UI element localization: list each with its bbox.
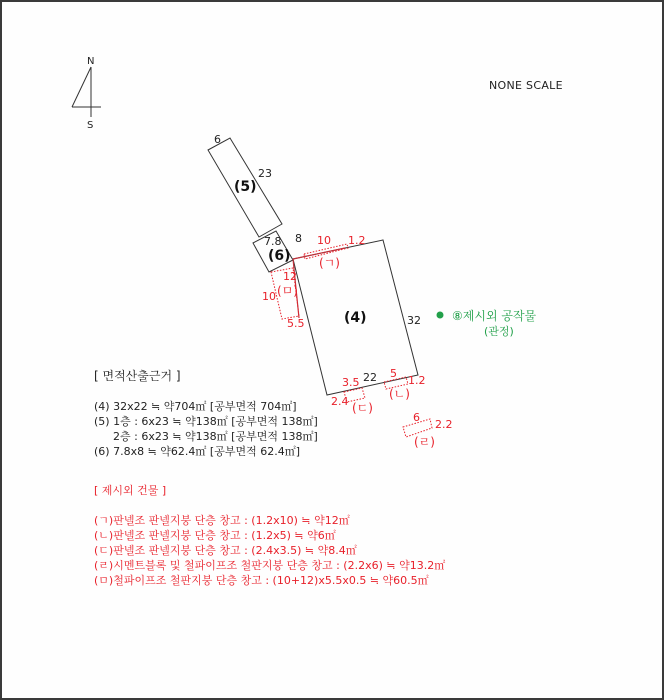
annex-digeut-dim-a: 3.5	[342, 376, 360, 389]
extra-building-line: (ㄹ)시멘트블록 및 철파이프조 철판지붕 단층 창고 : (2.2x6) ≒ 약13.2㎡	[94, 559, 446, 572]
area-basis-title: [ 면적산출근거 ]	[94, 369, 181, 383]
annex-mieum-dim-a: 12	[283, 270, 297, 283]
annex-nieun-dim-a: 5	[390, 367, 397, 380]
annex-nieun-dim-b: 1.2	[408, 374, 426, 387]
annex-digeut-label: (ㄷ)	[352, 401, 373, 415]
well-marker-label: ⑧제시외 공작물	[452, 309, 537, 323]
annex-mieum-dim-b: 10	[262, 290, 276, 303]
compass-north-label: N	[87, 56, 95, 67]
building-5-label: (5)	[234, 179, 257, 195]
extra-building-line: (ㅁ)철파이프조 철판지붕 단층 창고 : (10+12)x5.5x0.5 ≒ 약60.5㎡	[94, 574, 429, 587]
annex-digeut-dim-b: 2.4	[331, 395, 349, 408]
extra-building-line: (ㄱ)판넬조 판넬지붕 단층 창고 : (1.2x10) ≒ 약12㎡	[94, 514, 350, 527]
building-6-length: 8	[295, 232, 302, 245]
annex-nieun-label: (ㄴ)	[389, 387, 410, 401]
building-5-width: 6	[214, 133, 221, 146]
compass-south-label: S	[87, 120, 94, 131]
area-basis-line: (4) 32x22 ≒ 약704㎡ [공부면적 704㎡]	[94, 400, 297, 413]
building-6-width: 7.8	[264, 235, 282, 248]
annex-mieum-label: (ㅁ)	[277, 284, 298, 298]
annex-giyeok-dim-b: 1.2	[348, 234, 366, 247]
building-6-label: (6)	[268, 248, 291, 264]
north-arrow-icon	[72, 67, 101, 117]
annex-giyeok-label: (ㄱ)	[319, 256, 340, 270]
well-marker-icon	[437, 312, 444, 319]
extra-building-line: (ㄴ)판넬조 판넬지붕 단층 창고 : (1.2x5) ≒ 약6㎡	[94, 529, 336, 542]
scale-label: NONE SCALE	[489, 79, 563, 92]
well-marker-sublabel: (관정)	[484, 325, 514, 338]
area-basis-line: (6) 7.8x8 ≒ 약62.4㎡ [공부면적 62.4㎡]	[94, 445, 300, 458]
building-4-length: 32	[407, 314, 421, 327]
annex-rieul-label: (ㄹ)	[414, 435, 435, 449]
building-4-width: 22	[363, 371, 377, 384]
annex-mieum-dim-c: 5.5	[287, 317, 305, 330]
annex-rieul-dim-b: 2.2	[435, 418, 453, 431]
building-4-label: (4)	[344, 310, 367, 326]
extra-buildings-title: [ 제시외 건물 ]	[94, 484, 167, 497]
annex-giyeok-dim-a: 10	[317, 234, 331, 247]
annex-rieul-dim-a: 6	[413, 411, 420, 424]
area-basis-line: 2층 : 6x23 ≒ 약138㎡ [공부면적 138㎡]	[113, 430, 318, 443]
extra-building-line: (ㄷ)판넬조 판넬지붕 단층 창고 : (2.4x3.5) ≒ 약8.4㎡	[94, 544, 357, 557]
area-basis-line: (5) 1층 : 6x23 ≒ 약138㎡ [공부면적 138㎡]	[94, 415, 318, 428]
building-5-length: 23	[258, 167, 272, 180]
